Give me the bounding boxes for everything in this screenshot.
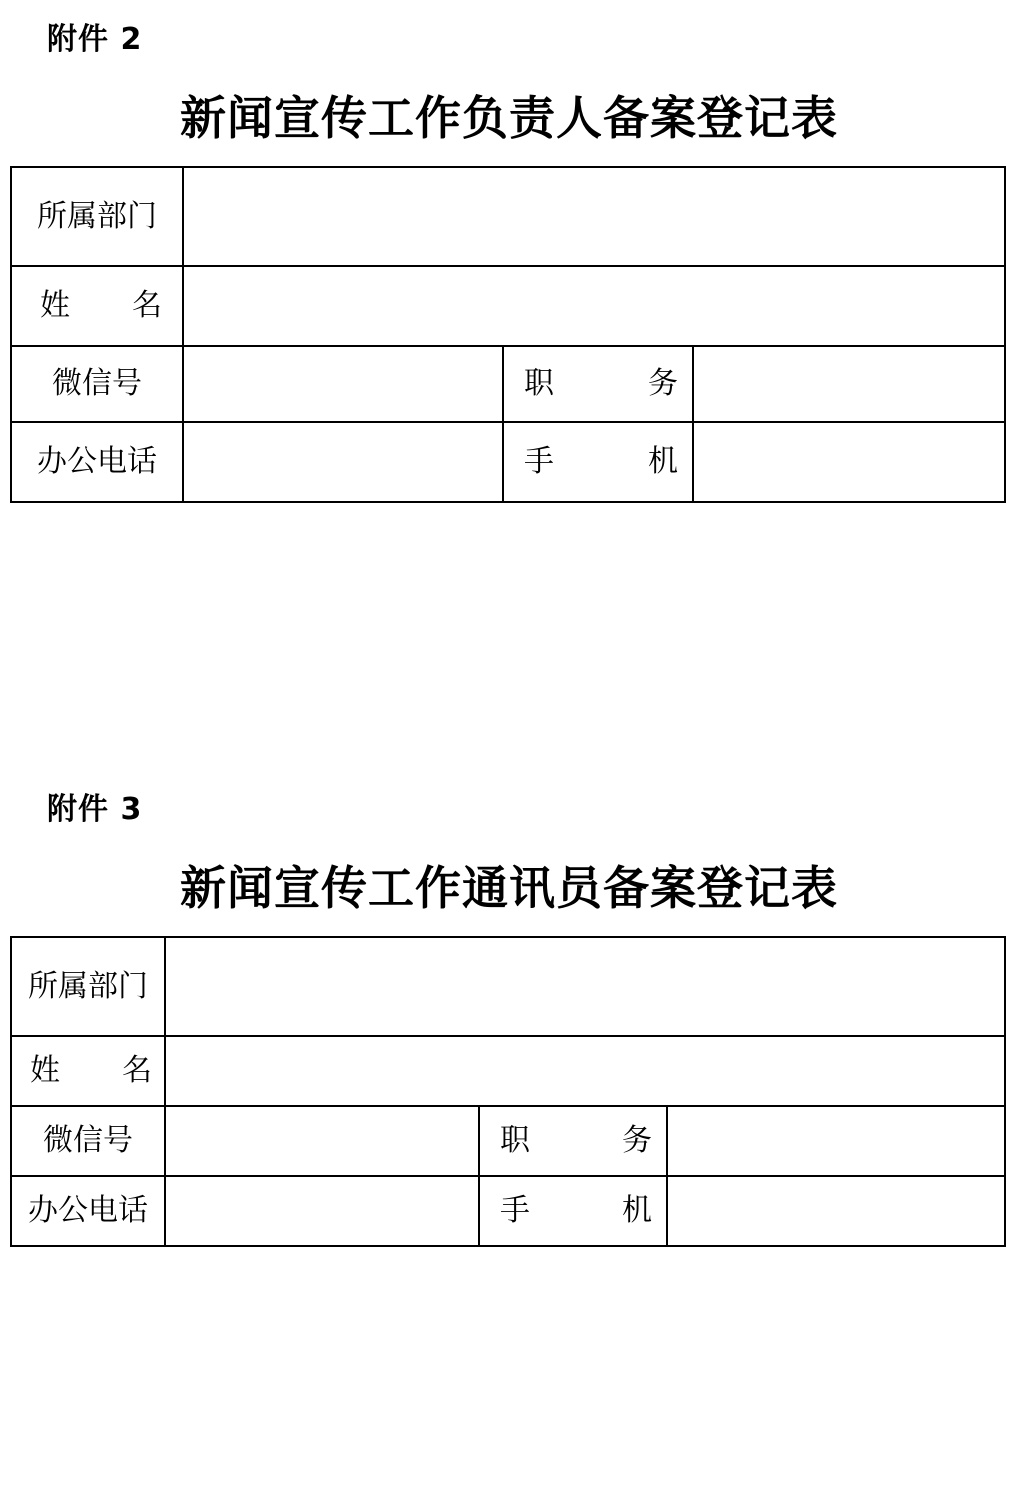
name-input-cell[interactable] xyxy=(165,1036,1005,1106)
wechat-input-cell[interactable] xyxy=(165,1106,479,1176)
attachment-2-title: 新闻宣传工作负责人备案登记表 xyxy=(180,91,838,145)
office-phone-input-cell[interactable] xyxy=(183,422,503,502)
name-label xyxy=(12,289,182,323)
wechat-position-row xyxy=(11,1106,1005,1176)
office-phone-label-cell xyxy=(11,1176,165,1246)
name-label-char-2: 名 xyxy=(132,288,162,323)
mobile-label-char-1: 手 xyxy=(500,1193,530,1228)
attachment-3-label: 附件 3 xyxy=(47,792,143,827)
department-label: 所属部门 xyxy=(28,968,148,1004)
office-phone-input-cell[interactable] xyxy=(165,1176,479,1246)
mobile-label xyxy=(480,1194,666,1228)
department-row xyxy=(11,937,1005,1036)
wechat-label: 微信号 xyxy=(43,1123,133,1158)
name-label-cell xyxy=(11,266,183,346)
position-label-char-2: 务 xyxy=(648,366,678,401)
wechat-label: 微信号 xyxy=(52,366,142,401)
office-phone-label: 办公电话 xyxy=(28,1193,148,1228)
office-phone-label-cell xyxy=(11,422,183,502)
mobile-input-cell[interactable] xyxy=(693,422,1005,502)
position-input-cell[interactable] xyxy=(667,1106,1005,1176)
mobile-label-char-1: 手 xyxy=(524,444,554,479)
position-label-cell xyxy=(479,1106,667,1176)
name-label-char-2: 名 xyxy=(122,1053,152,1088)
attachment-3-title: 新闻宣传工作通讯员备案登记表 xyxy=(180,861,838,915)
position-label-char-2: 务 xyxy=(622,1123,652,1158)
mobile-label-cell xyxy=(479,1176,667,1246)
wechat-label-cell xyxy=(11,346,183,422)
position-input-cell[interactable] xyxy=(693,346,1005,422)
name-label-char-1: 姓 xyxy=(30,1053,60,1088)
name-row xyxy=(11,1036,1005,1106)
position-label xyxy=(480,1124,666,1158)
position-label-cell xyxy=(503,346,693,422)
attachment-2-form-table xyxy=(10,166,1006,503)
position-label xyxy=(504,367,692,401)
name-label xyxy=(12,1054,164,1088)
name-label-char-1: 姓 xyxy=(40,288,70,323)
wechat-position-row xyxy=(11,346,1005,422)
office-phone-label: 办公电话 xyxy=(37,444,157,479)
position-label-char-1: 职 xyxy=(524,366,554,401)
name-label-cell xyxy=(11,1036,165,1106)
phone-mobile-row xyxy=(11,422,1005,502)
name-input-cell[interactable] xyxy=(183,266,1005,346)
department-row xyxy=(11,167,1005,266)
department-label: 所属部门 xyxy=(37,198,157,234)
mobile-input-cell[interactable] xyxy=(667,1176,1005,1246)
mobile-label xyxy=(504,445,692,479)
attachment-2-label: 附件 2 xyxy=(47,22,143,57)
wechat-input-cell[interactable] xyxy=(183,346,503,422)
position-label-char-1: 职 xyxy=(500,1123,530,1158)
department-input-cell[interactable] xyxy=(165,937,1005,1036)
attachment-3-form-table xyxy=(10,936,1006,1247)
department-input-cell[interactable] xyxy=(183,167,1005,266)
mobile-label-cell xyxy=(503,422,693,502)
department-label-cell xyxy=(11,937,165,1036)
department-label-cell xyxy=(11,167,183,266)
wechat-label-cell xyxy=(11,1106,165,1176)
name-row xyxy=(11,266,1005,346)
mobile-label-char-2: 机 xyxy=(622,1193,652,1228)
mobile-label-char-2: 机 xyxy=(648,444,678,479)
phone-mobile-row xyxy=(11,1176,1005,1246)
